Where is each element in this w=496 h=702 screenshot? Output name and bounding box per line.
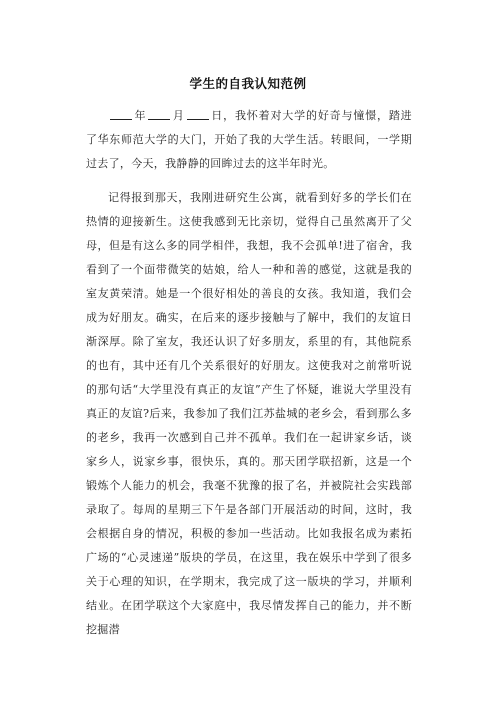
day-blank xyxy=(187,107,209,120)
month-blank xyxy=(148,107,170,120)
intro-text: 日，我怀着对大学的好奇与憧憬，踏进了华东师范大学的大门，开始了我的大学生活。转眼间，一学期过去了，今天，我静静的回眸过去的这半年时光。 xyxy=(86,109,412,170)
year-blank xyxy=(110,107,132,120)
intro-paragraph xyxy=(86,104,412,176)
document-title: 学生的自我认知范例 xyxy=(189,76,307,91)
document-body xyxy=(86,104,412,642)
month-label: 月 xyxy=(172,109,185,122)
year-label: 年 xyxy=(134,109,147,122)
body-paragraph: 记得报到那天，我刚进研究生公寓，就看到好多的学长们在热情的迎接新生。这使我感到无比亲切，觉得自己虽然离开了父母，但是有这么多的同学相伴，我想，我不会孤单!进了宿舍，我看到了一个面带微笑的姑娘，给人一种和善的感觉，这就是我的室友黄荣清。她是一个很好相处的善良的女孩。我知道，我们会成为好朋友。确实，在后来的逐步接触与了解中，我们的友谊日渐深厚。除了室友，我还认识了好多朋友，系里的有，其他院系的也有，其中还有几个关系很好的好朋友。这使我对之前常听说的那句话“大学里没有真正的友谊”产生了怀疑，谁说大学里没有真正的友谊?后来，我参加了我们江苏盐城的老乡会，看到那么多的老乡，我再一次感到自己并不孤单。我们在一起讲家乡话，谈家乡人，说家乡事，很快乐，真的。那天团学联招新，这是一个锻炼个人能力的机会，我毫不犹豫的报了名，并被院社会实践部录取了。每周的星期三下午是各部门开展活动的时间，这时，我会根据自身的情况，积极的参加一些活动。比如我报名成为素拓广场的“心灵速递”版块的学员，在这里，我在娱乐中学到了很多关于心理的知识，在学期末，我完成了这一版块的学习，并顺利结业。在团学联这个大家庭中，我尽情发挥自己的能力，并不断挖掘潜 xyxy=(86,191,412,636)
